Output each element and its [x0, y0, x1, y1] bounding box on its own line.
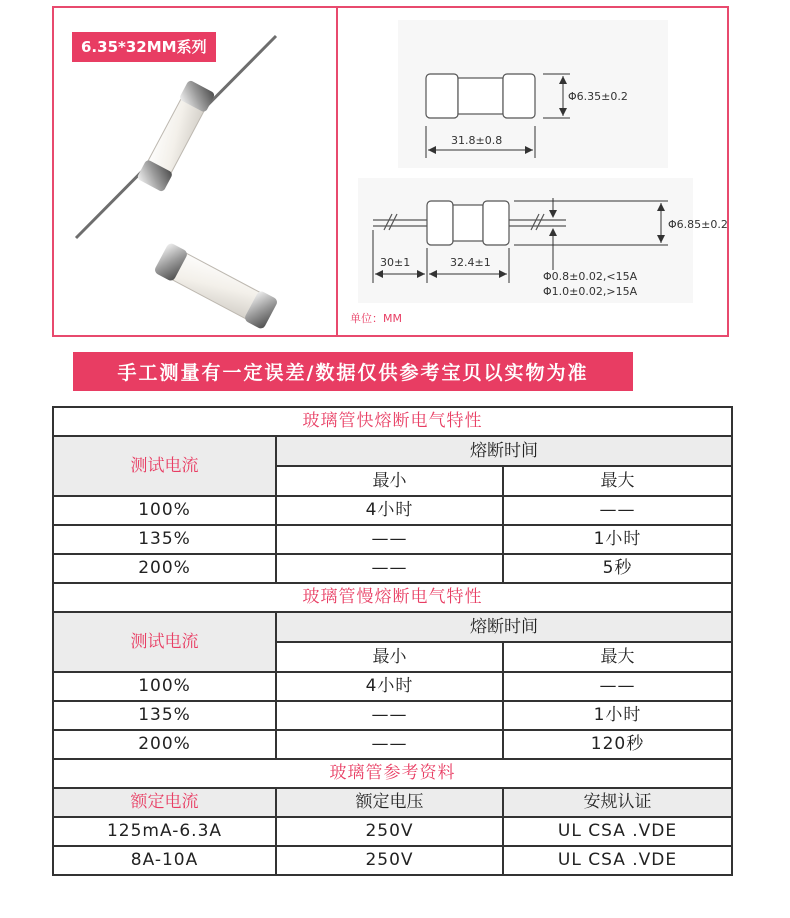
slow-blow-test-current-header: 测试电流: [53, 612, 276, 672]
slow-blow-title-row: [53, 583, 732, 612]
fast-blow-title: 玻璃管快熔断电气特性: [53, 407, 732, 436]
fast-blow-current-cell: 135%: [53, 525, 276, 554]
fast-blow-min-cell: ——: [276, 554, 503, 583]
fast-blow-max-cell: 5秒: [503, 554, 732, 583]
fast-blow-min-cell: ——: [276, 525, 503, 554]
table-row: [53, 701, 732, 730]
reference-title-row: [53, 759, 732, 788]
notice-banner: 手工测量有一定误差/数据仅供参考宝贝以实物为准: [73, 352, 633, 391]
fast-blow-max-cell: 1小时: [503, 525, 732, 554]
certification-header: 安规认证: [503, 788, 732, 817]
dim-wire-large: Φ1.0±0.02,>15A: [543, 285, 638, 298]
table-row: [53, 730, 732, 759]
fast-blow-max-cell: ——: [503, 496, 732, 525]
table-row: [53, 525, 732, 554]
fast-blow-current-cell: 100%: [53, 496, 276, 525]
series-badge: 6.35*32MM系列: [72, 32, 216, 62]
rated-current-header: 额定电流: [53, 788, 276, 817]
fast-blow-title-row: [53, 407, 732, 436]
dimension-svg: [338, 8, 729, 335]
dim-length-body: 31.8±0.8: [451, 134, 503, 147]
fast-blow-min-cell: 4小时: [276, 496, 503, 525]
fast-blow-test-current-header: 测试电流: [53, 436, 276, 496]
table-row: [53, 846, 732, 875]
dimension-drawing: [338, 8, 729, 335]
reference-header-row: [53, 788, 732, 817]
slow-blow-max-cell: 120秒: [503, 730, 732, 759]
table-row: [53, 496, 732, 525]
spec-table: [52, 406, 733, 876]
reference-voltage-cell: 250V: [276, 846, 503, 875]
reference-cert-cell: UL CSA .VDE: [503, 817, 732, 846]
slow-blow-max-header: 最大: [503, 642, 732, 672]
fast-blow-fuse-time-header: 熔断时间: [276, 436, 732, 466]
table-row: [53, 672, 732, 701]
unit-label: 单位：MM: [350, 312, 402, 325]
rated-voltage-header: 额定电压: [276, 788, 503, 817]
slow-blow-current-cell: 135%: [53, 701, 276, 730]
table-row: [53, 817, 732, 846]
slow-blow-max-cell: 1小时: [503, 701, 732, 730]
fast-blow-min-header: 最小: [276, 466, 503, 496]
reference-title: 玻璃管参考资料: [53, 759, 732, 788]
table-row: [53, 554, 732, 583]
slow-blow-title: 玻璃管慢熔断电气特性: [53, 583, 732, 612]
reference-voltage-cell: 250V: [276, 817, 503, 846]
dim-lead-length: 30±1: [380, 256, 411, 269]
fast-blow-header-row: [53, 436, 732, 466]
dim-length-leaded: 32.4±1: [450, 256, 491, 269]
fast-blow-max-header: 最大: [503, 466, 732, 496]
slow-blow-fuse-time-header: 熔断时间: [276, 612, 732, 642]
fast-blow-current-cell: 200%: [53, 554, 276, 583]
slow-blow-current-cell: 200%: [53, 730, 276, 759]
dim-wire-small: Φ0.8±0.02,<15A: [543, 270, 638, 283]
product-panel: [52, 6, 729, 337]
slow-blow-max-cell: ——: [503, 672, 732, 701]
dim-diameter-cap: Φ6.85±0.2: [668, 218, 728, 231]
dim-diameter-body: Φ6.35±0.2: [568, 90, 628, 103]
reference-current-cell: 125mA-6.3A: [53, 817, 276, 846]
slow-blow-min-cell: ——: [276, 701, 503, 730]
reference-cert-cell: UL CSA .VDE: [503, 846, 732, 875]
reference-current-cell: 8A-10A: [53, 846, 276, 875]
slow-blow-current-cell: 100%: [53, 672, 276, 701]
slow-blow-header-row: [53, 612, 732, 642]
slow-blow-min-header: 最小: [276, 642, 503, 672]
slow-blow-min-cell: ——: [276, 730, 503, 759]
slow-blow-min-cell: 4小时: [276, 672, 503, 701]
